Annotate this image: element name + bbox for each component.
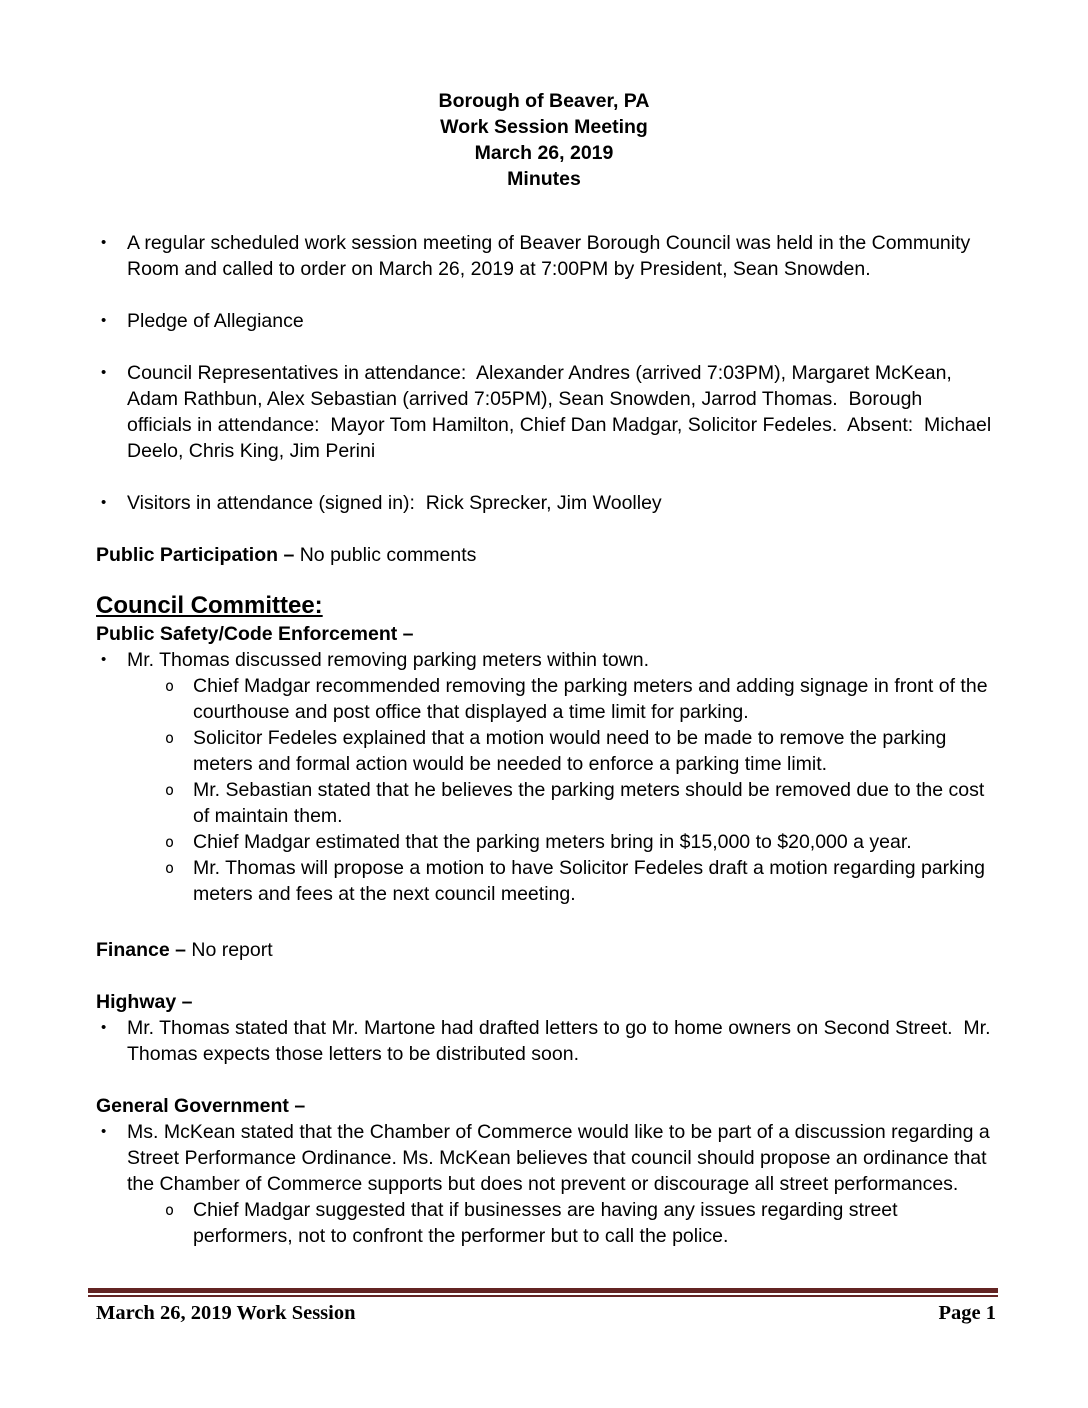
bullet-marker: • [101, 651, 107, 668]
header-org: Borough of Beaver, PA [438, 90, 650, 112]
bullet-item-visitors [96, 490, 992, 516]
public-participation-label: Public Participation – [96, 544, 300, 566]
bullet-text: Council Representatives in attendance: Alexander Andres (arrived 7:03PM), Margaret McKean, Adam Rathbun, Alex Sebastian (arrived 7:05PM), Sean Snowden, Jarrod Thomas. Borough officials in attendance: Mayor Tom Hamilton, Chief Dan Madgar, Solicitor Fedeles. Absent: Michael Deelo, Chris King, Jim Perini [127, 362, 997, 462]
sub-bullet-text: Mr. Thomas will propose a motion to have Solicitor Fedeles draft a motion regarding parking meters and fees at the next council meeting. [193, 857, 991, 905]
finance-label: Finance – [96, 939, 192, 961]
general-government-heading: General Government – [96, 1095, 306, 1117]
footer-page-number: Page 1 [938, 1302, 996, 1324]
page-footer [88, 1288, 998, 1326]
header-date: March 26, 2019 [474, 142, 614, 164]
bullet-text: A regular scheduled work session meeting of Beaver Borough Council was held in the Community Room and called to order on March 26, 2019 at 7:00PM by President, Sean Snowden. [127, 232, 976, 280]
footer-rule-thick [88, 1288, 998, 1293]
highway-heading: Highway – [96, 991, 193, 1013]
bullet-marker: • [101, 494, 107, 511]
sub-bullet-marker: o [165, 729, 175, 747]
bullet-item-pledge [96, 308, 992, 334]
sub-bullet-text: Chief Madgar recommended removing the parking meters and adding signage in front of the courthouse and post office that displayed a time limit for parking. [193, 675, 993, 723]
sub-bullet-item [165, 777, 992, 829]
sub-bullet-marker: o [165, 859, 175, 877]
bullet-item-call-to-order [96, 230, 992, 282]
bullet-item-attendance [96, 360, 997, 464]
bullet-text: Mr. Thomas stated that Mr. Martone had drafted letters to go to home owners on Second Street. Mr. Thomas expects those letters to be distributed soon. [127, 1017, 996, 1065]
sub-bullet-marker: o [165, 1201, 175, 1219]
bullet-text: Visitors in attendance (signed in): Rick Sprecker, Jim Woolley [127, 492, 662, 514]
bullet-text: Pledge of Allegiance [127, 310, 304, 332]
sub-bullet-marker: o [165, 677, 175, 695]
sub-bullet-item [165, 855, 992, 907]
sub-bullet-marker: o [165, 781, 175, 799]
sub-bullet-text: Chief Madgar suggested that if businesses are having any issues regarding street performers, not to confront the performer but to call the police. [193, 1199, 903, 1247]
sub-bullet-item [165, 1197, 992, 1249]
public-safety-heading: Public Safety/Code Enforcement – [96, 623, 414, 645]
bullet-item-parking-meters [96, 647, 992, 673]
bullet-marker: • [101, 312, 107, 329]
public-participation-line [96, 542, 992, 568]
bullet-item-street-performance [96, 1119, 996, 1197]
public-participation-text: No public comments [299, 544, 477, 566]
council-committee-heading: Council Committee: [96, 592, 323, 619]
sub-bullet-marker: o [165, 833, 175, 851]
sub-bullet-text: Mr. Sebastian stated that he believes the parking meters should be removed due to the cost of maintain them. [193, 779, 990, 827]
bullet-marker: • [101, 1019, 107, 1036]
sub-bullet-text: Solicitor Fedeles explained that a motion would need to be made to remove the parking meters and formal action would be needed to enforce a parking time limit. [193, 727, 952, 775]
finance-line [96, 937, 992, 963]
document-header [96, 88, 992, 192]
finance-text: No report [191, 939, 273, 961]
header-meeting-type: Work Session Meeting [440, 116, 648, 138]
bullet-marker: • [101, 364, 107, 381]
bullet-text: Mr. Thomas discussed removing parking meters within town. [127, 649, 650, 671]
bullet-marker: • [101, 234, 107, 251]
footer-session-label: March 26, 2019 Work Session [96, 1302, 356, 1324]
sub-bullet-item [165, 673, 992, 725]
sub-bullet-item [165, 725, 992, 777]
sub-bullet-text: Chief Madgar estimated that the parking meters bring in $15,000 to $20,000 a year. [193, 831, 912, 853]
bullet-marker: • [101, 1123, 107, 1140]
sub-bullet-item [165, 829, 992, 855]
header-doc-type: Minutes [507, 168, 581, 190]
bullet-item-highway-letters [96, 1015, 996, 1067]
bullet-text: Ms. McKean stated that the Chamber of Commerce would like to be part of a discussion regarding a Street Performance Ordinance. Ms. McKean believes that council should propose an ordinance that the Chamber of Commerce supports but does not prevent or discourage all street performances. [127, 1121, 996, 1195]
